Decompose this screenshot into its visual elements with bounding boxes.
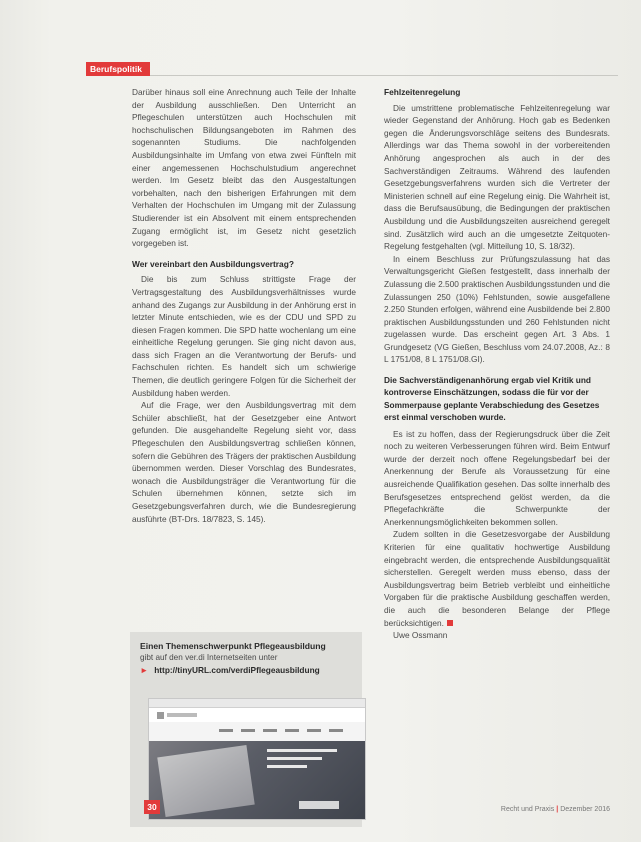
paragraph-absence-2: In einem Beschluss zur Prüfungszulassung hat das Verwaltungsgericht Gießen festgestellt, dass innerhalb der Zulassung die 2.500 praktischen Ausbildungsstunden und die Zulassungen 250 (10%) Fehlstunden, sowie ausgefallene 2.250 Stunden erfolgen, während eine Ausbildende bei 2.800 praktischen Ausbildungsstunden und 260 Fehlstunden nicht zugelassen wurde. Das erscheint gegen Art. 3 Abs. 1 Grundgesetz (VG Gießen, Beschluss vom 24.07.2008, Az.: 8 L 1751/08, 8 L 1751/08.GI). — [384, 253, 610, 365]
site-nav-item — [329, 729, 343, 732]
header-rule — [150, 75, 618, 76]
site-header — [149, 708, 365, 722]
author: Uwe Ossmann — [393, 630, 448, 641]
hero-text-line — [267, 749, 337, 752]
heading-absence-rule: Fehlzeitenregelung — [384, 87, 461, 97]
paragraph-contract-1: Die bis zum Schluss strittigste Frage der Vertragsgestaltung des Ausbildungsverhältnisses wurde anhand des Zugangs zur Ausbildung in der Anhörung erst in letzter Minute entschieden, wie es der CDU und SPD zu diesen Fragen kommen. Die SPD hatte wochenlang um eine einheitliche Regelung gerungen. Sie ging nicht davon aus, dass sich Fragen an die Verantwortung der Berufs- und Fachschulen richten. Es handelt sich um schwierige Themen, die deutlich geringere Folgen für die Sicherheit der Ausbildung haben werden. — [132, 274, 356, 398]
infobox-text: gibt auf den ver.di Internetseiten unter — [140, 653, 278, 662]
footer-separator: | — [556, 806, 559, 813]
hero-papers-image — [157, 745, 254, 817]
footer-issue: Dezember 2016 — [560, 806, 610, 813]
section-tag: Berufspolitik — [86, 62, 150, 76]
website-screenshot — [148, 698, 366, 820]
paragraph-absence-1: Die umstrittene problematische Fehlzeitenregelung war wieder Gegenstand der Anhörung. Hoch gab es Bedenken gegen die Änderungsvorschläge seitens des Bundesrats. Allerdings war das Thema sowohl in der vorbereitenden Anhörung angesprochen als auch in der des Sachverständigen Zeitraums. Während des laufenden Gesetzgebungsverfahrens wurden sich die Vertreter der Ministerien schnell auf eine Regelung einig. Die Wahrheit ist, dass die Berufsausübung, die Bedingungen der praktischen Ausbildung und die Ausbildungszeiten ausreichend geregelt sind. Zusätzlich wird auch an die umgesetzte Zeitquoten-Regelung festgehalten (vgl. Mitteilung 10, S. 18/32). — [384, 102, 610, 252]
infobox-link[interactable]: http://tinyURL.com/verdiPflegeausbildung — [154, 665, 320, 675]
paragraph-outlook-1: Es ist zu hoffen, dass der Regierungsdruck über die Zeit noch zu weiteren Verbesserungen führen wird. Beim Entwurf wurde der derzeit noch offene Regelungsbedarf bei der Anerkennung der Berufe als Voraussetzung für eine ausreichende Qualifikation gesehen. Das sollte innerhalb des Berufsgesetzes entsprechend gelöst werden, da die Pflegefachkräfte die Schwerpunkte der Anerkennungsmöglichkeiten bekommen sollen. — [384, 428, 610, 527]
paragraph-outlook-2 — [384, 528, 610, 629]
hero-text-line — [267, 757, 322, 760]
lead-text: Die Sachverständigenanhörung ergab viel Kritik und kontroverse Einschätzungen, sodass die für vor der Sommerpause geplante Verabschiedung des Gesetzes erst einmal verschoben wurde. — [384, 375, 600, 423]
infobox — [130, 632, 362, 827]
site-nav-item — [285, 729, 299, 732]
end-mark-icon — [447, 620, 453, 626]
heading-training-contract: Wer vereinbart den Ausbildungsvertrag? — [132, 258, 294, 269]
site-logo-text — [167, 713, 197, 717]
left-column — [132, 86, 356, 525]
hero-text — [267, 749, 347, 789]
paragraph-outlook-2-text: Zudem sollten in die Gesetzesvorgabe der Ausbildung Kriterien für eine qualitativ hochwertige Ausbildung eingebracht werden, die entsprechende Ausbildungsqualität sicherstellen. Geregelt werden muss ebenso, dass der Ausbildungsvertrag beim Betrieb verbleibt und einheitliche Vorgaben für die praktische Ausbildung geschaffen werden, die auch die besonderen Belange der Pflege berücksichtigen. — [384, 529, 610, 628]
site-nav-item — [307, 729, 321, 732]
site-hero-image — [149, 741, 365, 819]
hero-text-line — [267, 765, 307, 768]
site-nav-item — [241, 729, 255, 732]
site-logo-icon — [157, 712, 164, 719]
footer — [384, 806, 610, 813]
infobox-link-row — [140, 664, 352, 676]
site-nav — [219, 729, 343, 732]
paragraph-contract-2: Auf die Frage, wer den Ausbildungsvertrag mit dem Schüler abschließt, hat der Gesetzgeber eine Antwort gefunden. Die ausgehandelte Regelung sieht vor, dass Pflegeschulen den Ausbildungsvertrag schließen können, sofern die Gebühren des Trägers der praktischen Ausbildung übernommen werden. Dieser Vorschlag des Bundesrates, wonach die Ausbildungsträger die Verantwortung für die Schulen übernehmen können, setzte sich im Gesetzgebungsverfahren durch, wie die Bundesregierung ausführte (BT-Drs. 18/7823, S. 145). — [132, 400, 356, 524]
site-nav-item — [263, 729, 277, 732]
browser-bar — [149, 699, 365, 708]
right-column — [384, 86, 610, 640]
infobox-title: Einen Themenschwerpunkt Pflegeausbildung — [140, 641, 326, 651]
hero-button — [299, 801, 339, 809]
site-nav-item — [219, 729, 233, 732]
arrow-right-icon: ► — [140, 665, 149, 675]
footer-publication: Recht und Praxis — [500, 806, 555, 813]
page-number: 30 — [144, 800, 160, 814]
intro-paragraph: Darüber hinaus soll eine Anrechnung auch Teile der Inhalte der Ausbildung ausschließen. Den Unterricht an Pflegeschulen unterstützen auch Hochschulen mit hochschulischen Bildungsangeboten im Rahmen des sogenannten Studiums. Die nachfolgenden Ausbildungsinhalte im Umfang von etwa zwei Fünfteln mit einer angemessenen Hochschulstudium angerechnet werden. Im Gesetz bleibt das den Ausgestaltungen vorbehalten, nach den bisherigen Erfahrungen mit dem Verhalten der Hochschulen im Umgang mit der Zulassung Studierender ist ein Absolvent mit einem entsprechenden Zugang ermöglicht ist, im Gesetz nicht gesetzlich vorgegeben ist. — [132, 87, 356, 249]
